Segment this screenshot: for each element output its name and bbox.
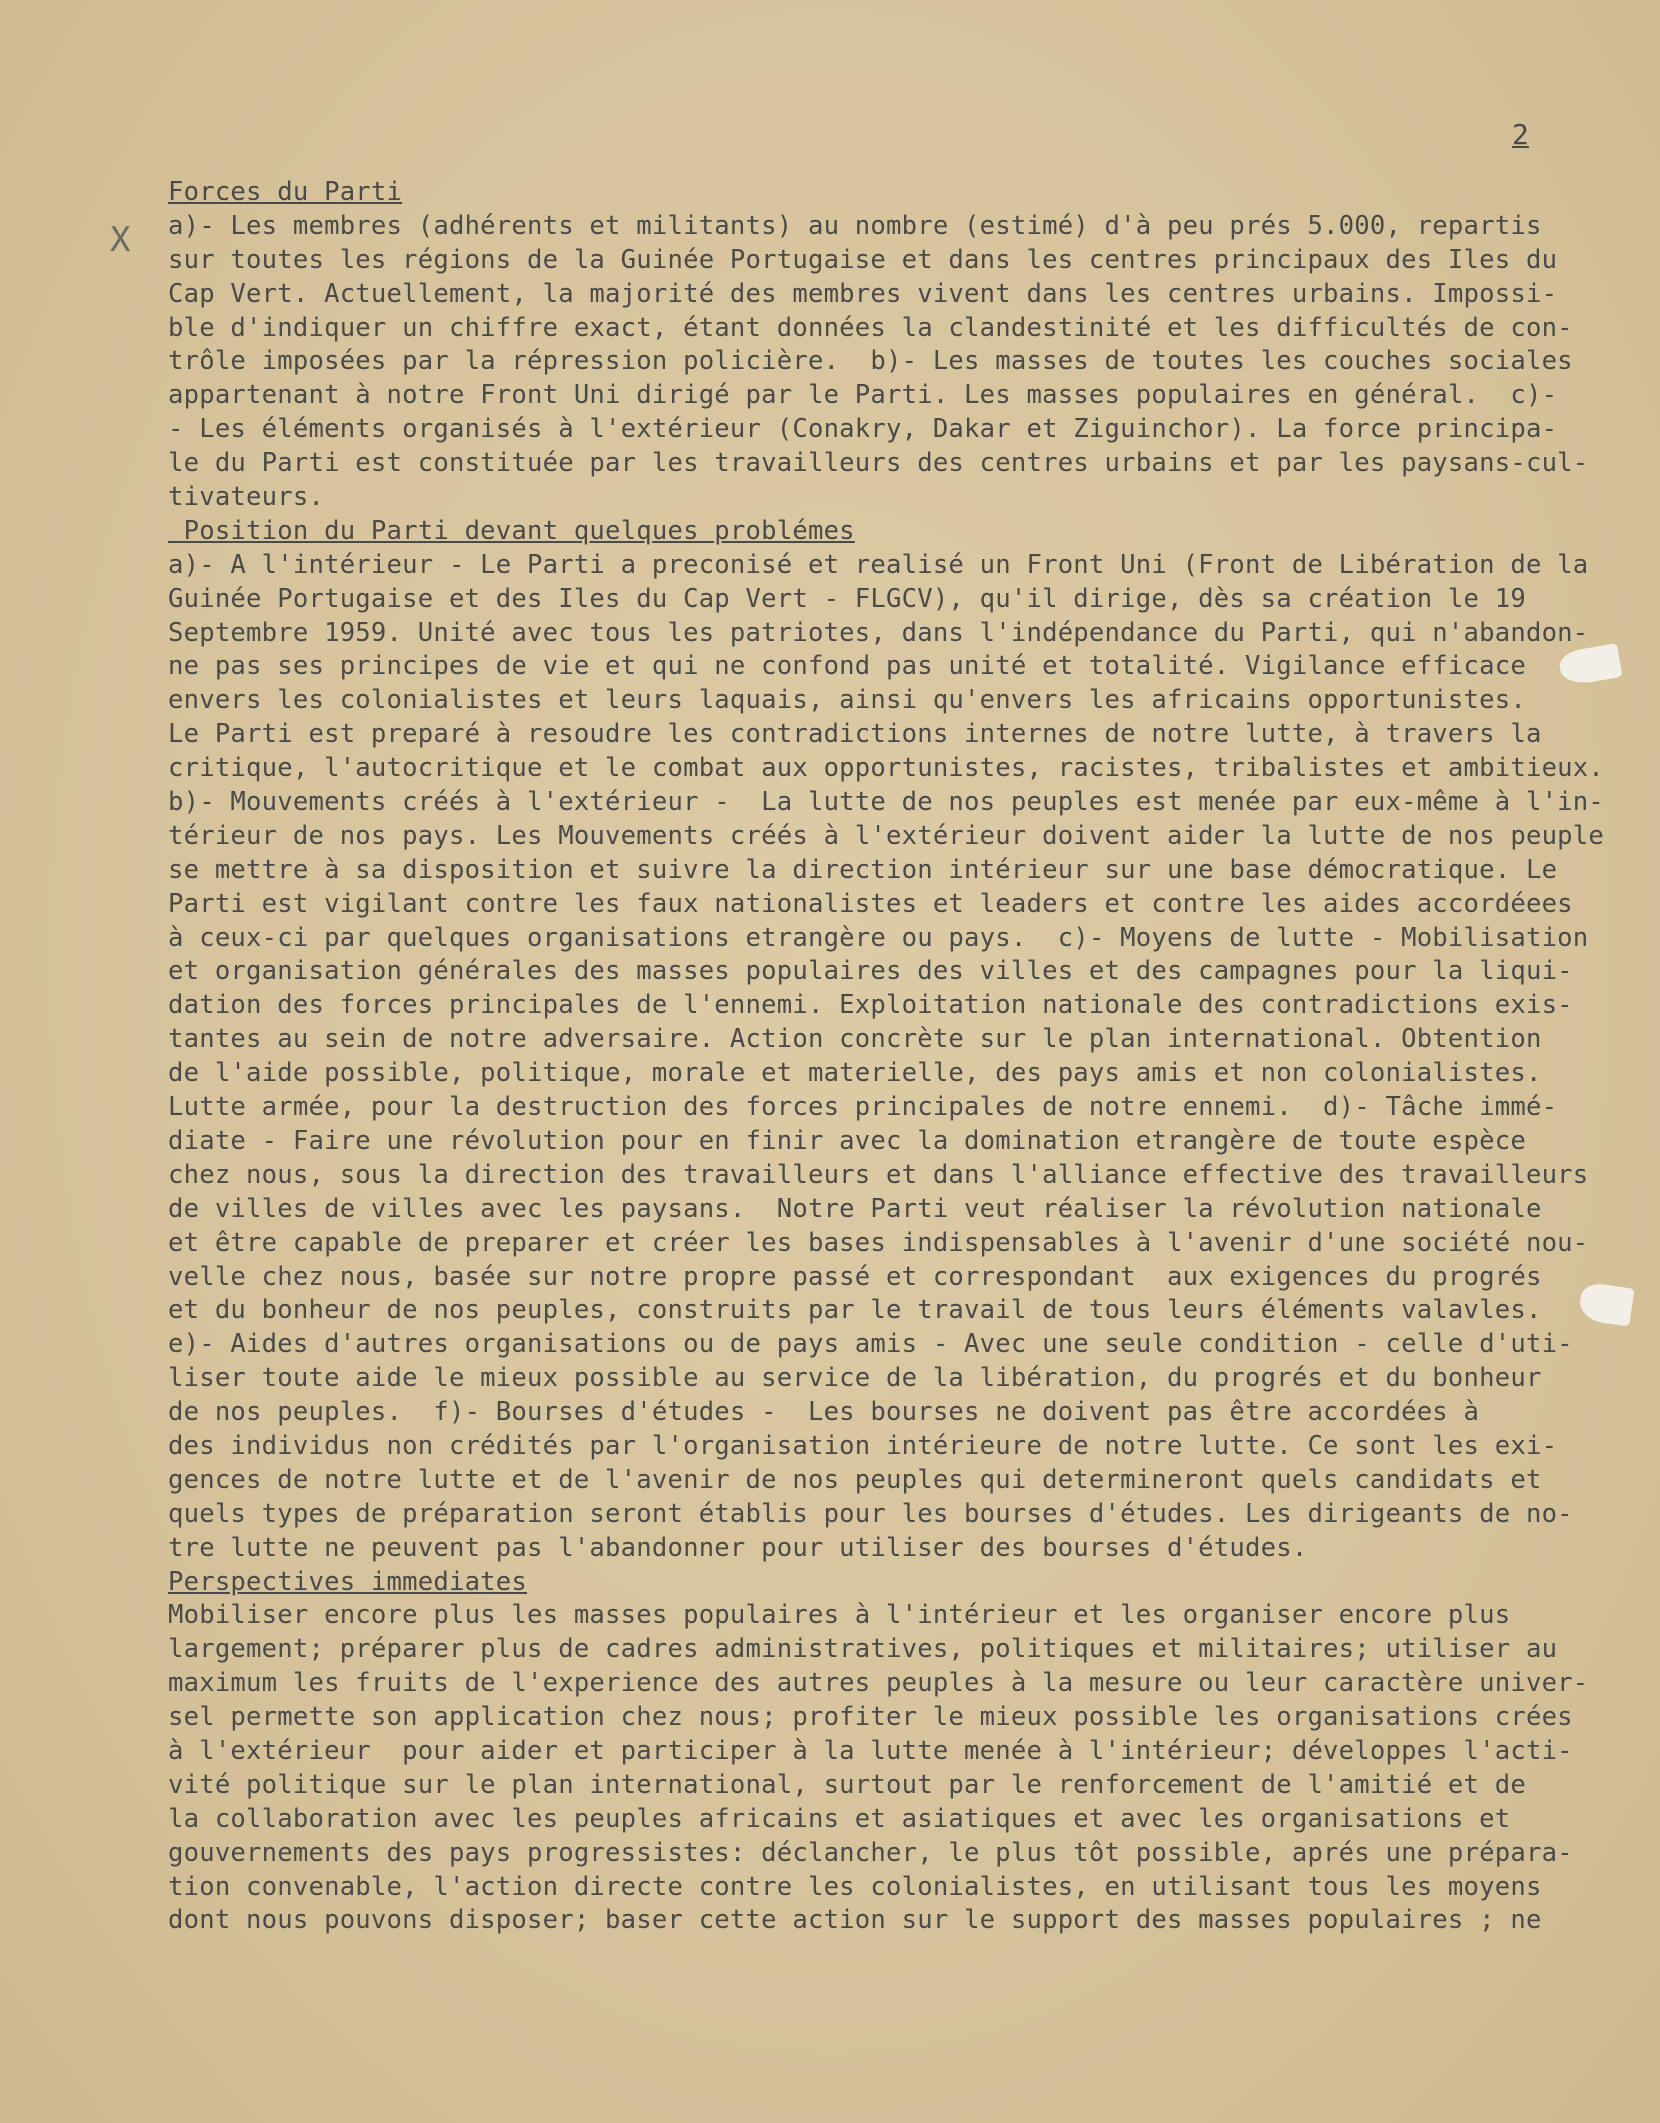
text-line: diate - Faire une révolution pour en finir avec la domination etrangère de toute espèce [168,1125,1526,1156]
section-heading: Position du Parti devant quelques problémes [168,515,855,546]
text-line: à l'extérieur pour aider et participer à la lutte menée à l'intérieur; développes l'acti- [168,1735,1573,1766]
text-line: e)- Aides d'autres organisations ou de pays amis - Avec une seule condition - celle d'uti- [168,1329,1573,1360]
text-line: tion convenable, l'action directe contre les colonialistes, en utilisant tous les moyens [168,1871,1542,1902]
text-line: velle chez nous, basée sur notre propre passé et correspondant aux exigences du progrés [168,1261,1542,1292]
text-line: largement; préparer plus de cadres administratives, politiques et militaires; utiliser au [168,1634,1558,1665]
text-line: de l'aide possible, politique, morale et materielle, des pays amis et non colonialistes. [168,1058,1542,1089]
text-line: à ceux-ci par quelques organisations etrangère ou pays. c)- Moyens de lutte - Mobilisation [168,922,1589,953]
text-line: Septembre 1959. Unité avec tous les patriotes, dans l'indépendance du Parti, qui n'abandon- [168,617,1589,648]
text-line: dation des forces principales de l'ennemi. Exploitation nationale des contradictions exis- [168,990,1573,1021]
text-line: - Les éléments organisés à l'extérieur (Conakry, Dakar et Ziguinchor). La force principa- [168,414,1558,445]
text-line: quels types de préparation seront établis pour les bourses d'études. Les dirigeants de no- [168,1498,1573,1529]
text-line: vité politique sur le plan international, surtout par le renforcement de l'amitié et de [168,1769,1526,1800]
text-line: tivateurs. [168,482,325,513]
text-line: et du bonheur de nos peuples, construits par le travail de tous leurs éléments valavles. [168,1295,1542,1326]
section-heading: Forces du Parti [168,177,403,207]
text-line: a)- Les membres (adhérents et militants) au nombre (estimé) d'à peu prés 5.000, repartis [168,210,1542,241]
text-line: Le Parti est preparé à resoudre les contradictions internes de notre lutte, à travers la [168,719,1542,750]
typed-text [168,176,1608,1938]
text-line: Parti est vigilant contre les faux nationalistes et leaders et contre les aides accordéees [168,888,1573,919]
text-line: Mobiliser encore plus les masses populaires à l'intérieur et les organiser encore plus [168,1600,1511,1631]
text-line: ble d'indiquer un chiffre exact, étant données la clandestinité et les difficultés de con- [168,312,1573,343]
text-line: critique, l'autocritique et le combat aux opportunistes, racistes, tribalistes et ambitieux. [168,753,1605,784]
text-line: Lutte armée, pour la destruction des forces principales de notre ennemi. d)- Tâche immé- [168,1092,1558,1123]
text-line: chez nous, sous la direction des travailleurs et dans l'alliance effective des travailleurs [168,1159,1589,1190]
text-line: de nos peuples. f)- Bourses d'études - Les bourses ne doivent pas être accordées à [168,1397,1480,1428]
text-line: le du Parti est constituée par les travailleurs des centres urbains et par les paysans-cul- [168,448,1589,479]
text-line: dont nous pouvons disposer; baser cette action sur le support des masses populaires ; ne [168,1905,1542,1936]
text-line: sur toutes les régions de la Guinée Portugaise et dans les centres principaux des Iles du [168,244,1558,275]
text-line: térieur de nos pays. Les Mouvements créés à l'extérieur doivent aider la lutte de nos peuple [168,820,1605,851]
text-line: b)- Mouvements créés à l'extérieur - La lutte de nos peuples est menée par eux-même à l'in- [168,787,1605,818]
margin-mark: X [110,220,131,260]
text-line: tre lutte ne peuvent pas l'abandonner pour utiliser des bourses d'études. [168,1532,1308,1563]
text-line: Guinée Portugaise et des Iles du Cap Vert - FLGCV), qu'il dirige, dès sa création le 19 [168,583,1526,614]
text-line: gouvernements des pays progressistes: déclancher, le plus tôt possible, aprés une prépara- [168,1837,1573,1868]
text-line: et être capable de preparer et créer les bases indispensables à l'avenir d'une société nou- [168,1227,1589,1258]
page-number: 2 [1512,118,1529,151]
section-heading: Perspectives immediates [168,1566,528,1597]
text-line: Cap Vert. Actuellement, la majorité des membres vivent dans les centres urbains. Impossi- [168,278,1558,309]
text-line: tantes au sein de notre adversaire. Action concrète sur le plan international. Obtention [168,1024,1542,1055]
text-line: se mettre à sa disposition et suivre la direction intérieur sur une base démocratique. Le [168,854,1558,885]
text-line: maximum les fruits de l'experience des autres peuples à la mesure ou leur caractère univer- [168,1668,1589,1699]
text-line: la collaboration avec les peuples africains et asiatiques et avec les organisations et [168,1803,1511,1834]
text-line: sel permette son application chez nous; profiter le mieux possible les organisations crées [168,1702,1573,1733]
text-line: et organisation générales des masses populaires des villes et des campagnes pour la liqui- [168,956,1573,987]
text-line: trôle imposées par la répression policière. b)- Les masses de toutes les couches sociales [168,346,1573,377]
text-line: de villes de villes avec les paysans. Notre Parti veut réaliser la révolution nationale [168,1193,1542,1224]
text-line: envers les colonialistes et leurs laquais, ainsi qu'envers les africains opportunistes. [168,685,1526,716]
text-line: liser toute aide le mieux possible au service de la libération, du progrés et du bonheur [168,1363,1542,1394]
text-line: gences de notre lutte et de l'avenir de nos peuples qui determineront quels candidats et [168,1464,1542,1495]
text-line: des individus non crédités par l'organisation intérieure de notre lutte. Ce sont les exi- [168,1430,1558,1461]
text-line: a)- A l'intérieur - Le Parti a preconisé et realisé un Front Uni (Front de Libération de la [168,549,1589,580]
text-line: appartenant à notre Front Uni dirigé par le Parti. Les masses populaires en général. c)- [168,380,1558,411]
text-line: ne pas ses principes de vie et qui ne confond pas unité et totalité. Vigilance efficace [168,651,1526,682]
